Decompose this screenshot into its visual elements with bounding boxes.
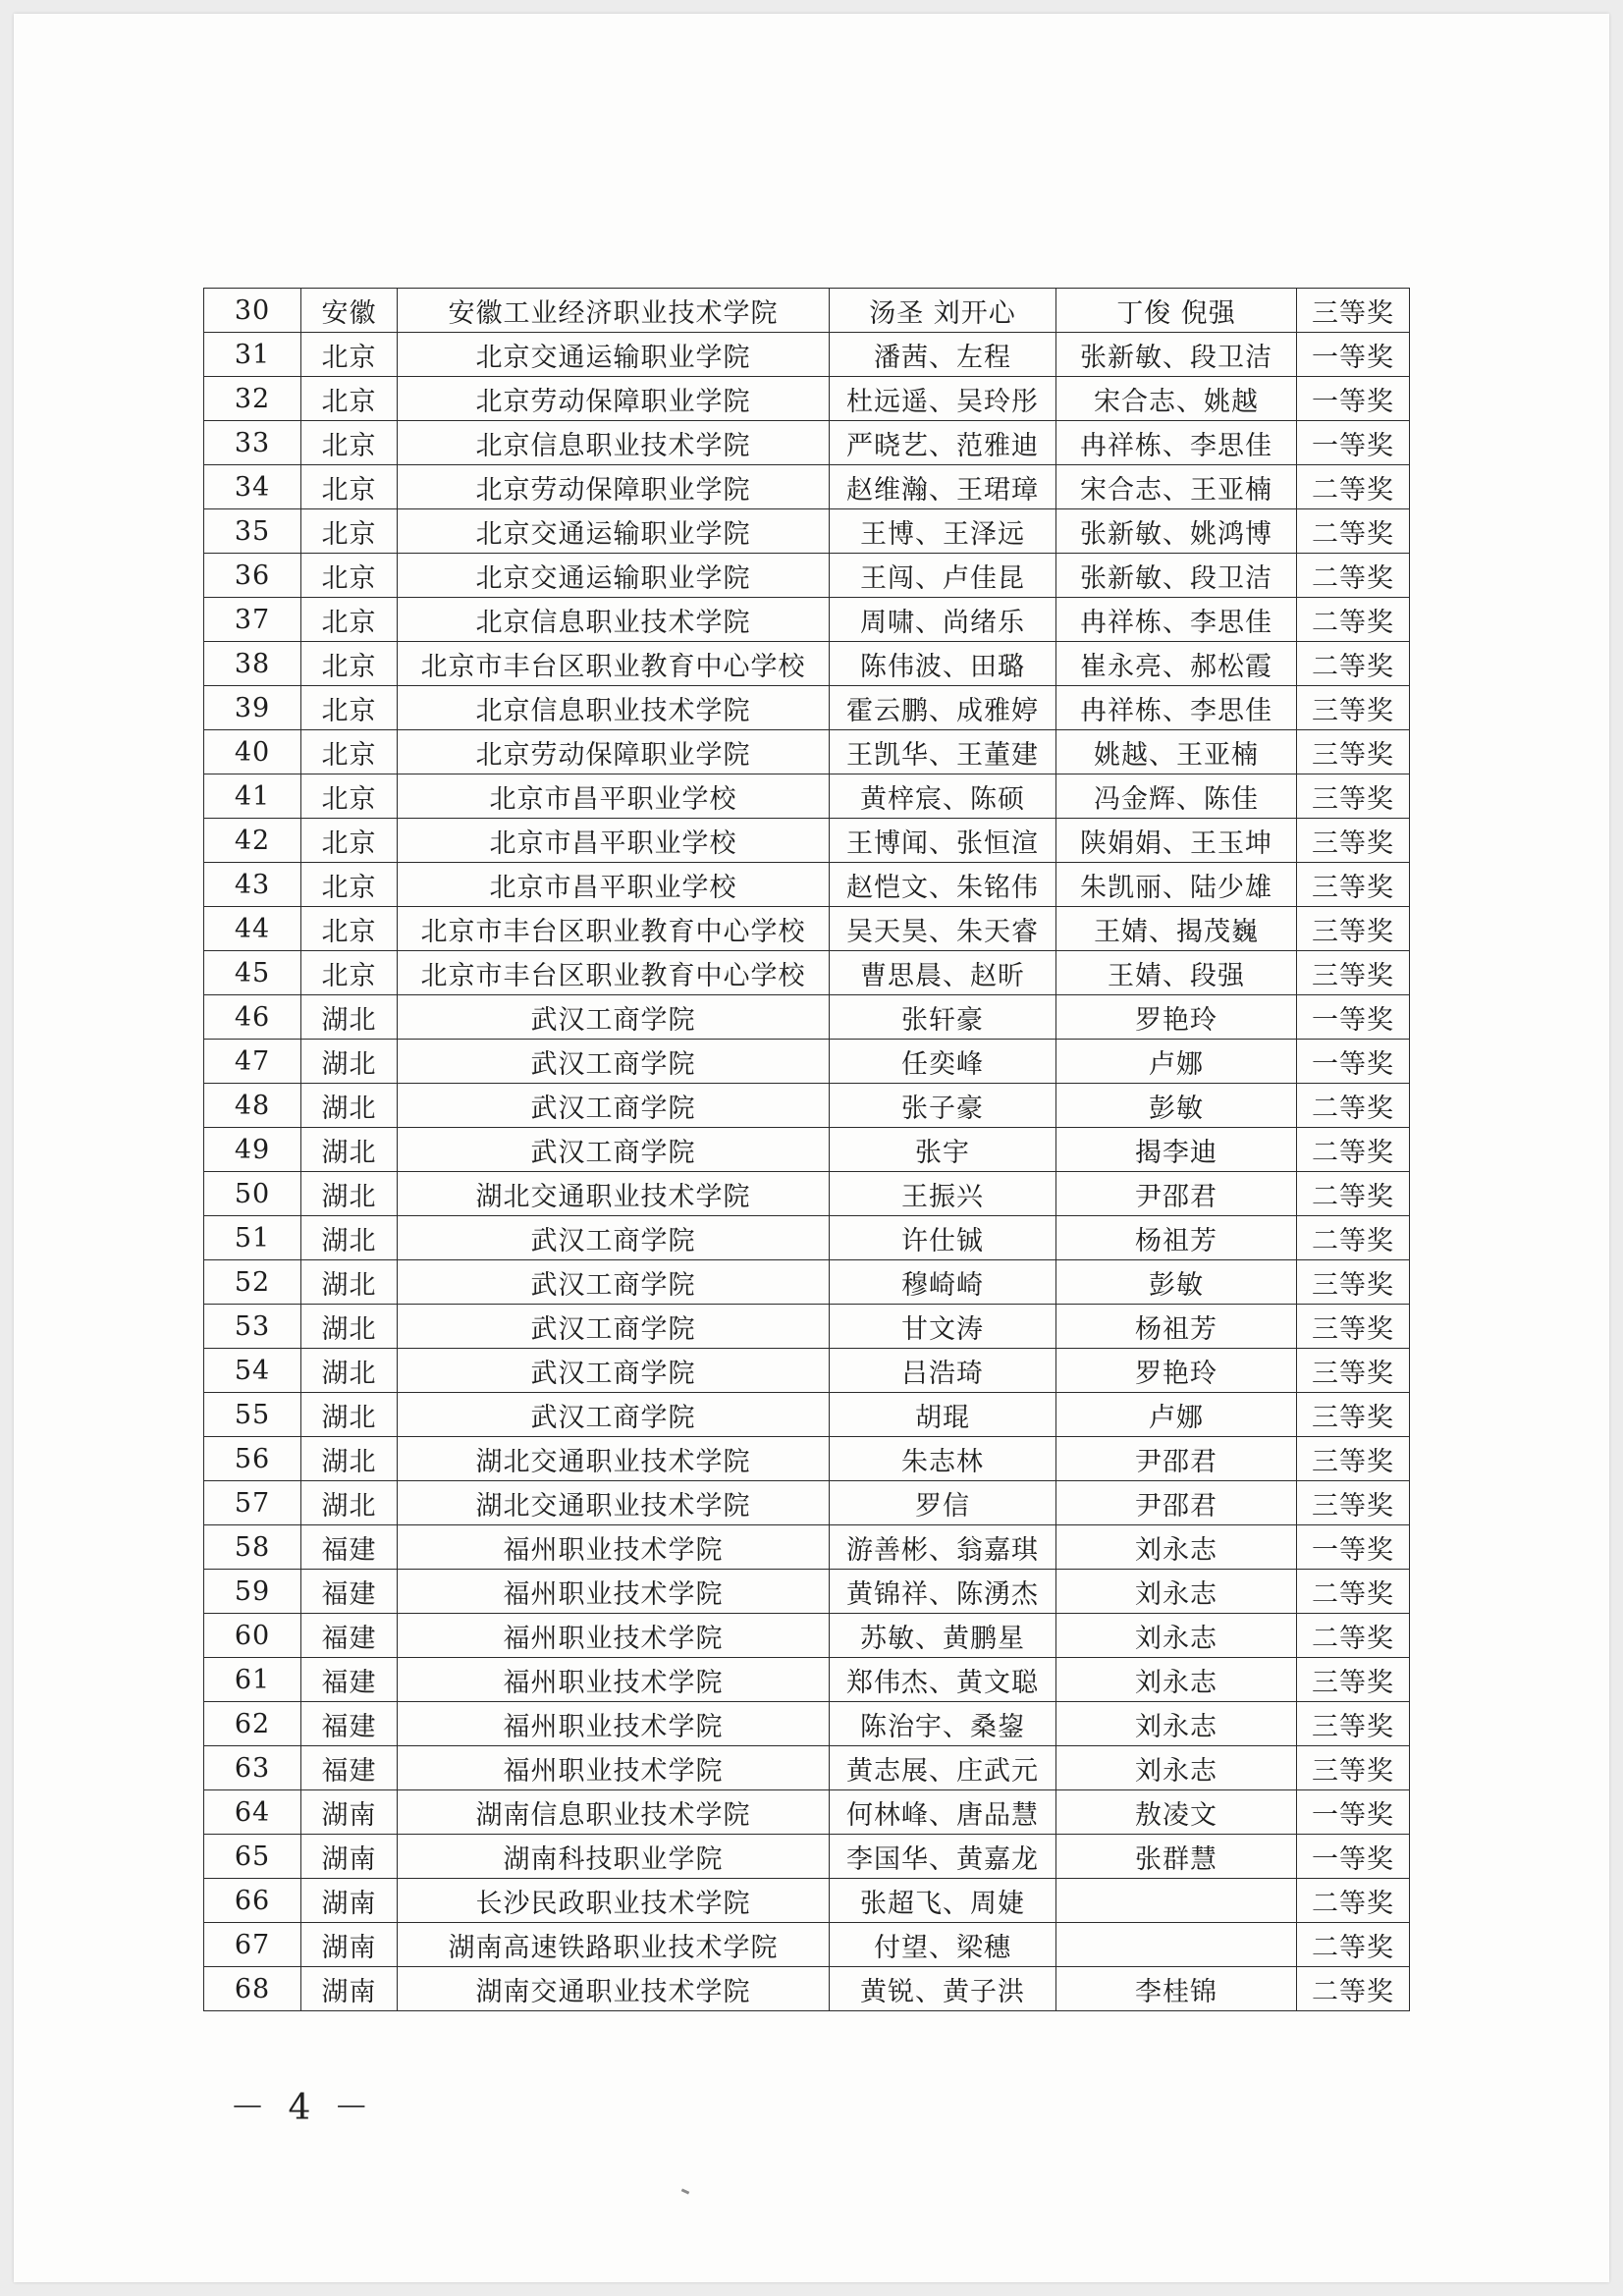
cell-advisors: 彭敏 bbox=[1056, 1084, 1297, 1128]
cell-advisors: 丁俊 倪强 bbox=[1056, 289, 1297, 333]
cell-advisors: 卢娜 bbox=[1056, 1393, 1297, 1437]
cell-province: 福建 bbox=[301, 1614, 398, 1658]
cell-province: 北京 bbox=[301, 819, 398, 863]
cell-no: 66 bbox=[204, 1879, 301, 1923]
table-row bbox=[204, 554, 1410, 598]
cell-award: 三等奖 bbox=[1297, 863, 1410, 907]
cell-no: 44 bbox=[204, 907, 301, 951]
cell-province: 湖南 bbox=[301, 1967, 398, 2011]
cell-province: 北京 bbox=[301, 951, 398, 995]
cell-province: 湖北 bbox=[301, 1040, 398, 1084]
table-row bbox=[204, 1879, 1410, 1923]
cell-no: 63 bbox=[204, 1746, 301, 1790]
cell-school: 福州职业技术学院 bbox=[398, 1525, 830, 1570]
cell-award: 二等奖 bbox=[1297, 1216, 1410, 1260]
cell-students: 赵恺文、朱铭伟 bbox=[830, 863, 1056, 907]
cell-advisors: 崔永亮、郝松霞 bbox=[1056, 642, 1297, 686]
cell-school: 武汉工商学院 bbox=[398, 1260, 830, 1305]
cell-school: 湖北交通职业技术学院 bbox=[398, 1437, 830, 1481]
cell-students: 吴天昊、朱天睿 bbox=[830, 907, 1056, 951]
cell-school: 武汉工商学院 bbox=[398, 1216, 830, 1260]
cell-award: 三等奖 bbox=[1297, 1260, 1410, 1305]
table-row bbox=[204, 642, 1410, 686]
cell-students: 张子豪 bbox=[830, 1084, 1056, 1128]
cell-school: 福州职业技术学院 bbox=[398, 1570, 830, 1614]
cell-advisors: 彭敏 bbox=[1056, 1260, 1297, 1305]
cell-no: 31 bbox=[204, 333, 301, 377]
cell-province: 湖北 bbox=[301, 1305, 398, 1349]
cell-province: 北京 bbox=[301, 686, 398, 730]
cell-award: 二等奖 bbox=[1297, 598, 1410, 642]
cell-advisors: 刘永志 bbox=[1056, 1525, 1297, 1570]
table-row bbox=[204, 1172, 1410, 1216]
cell-school: 武汉工商学院 bbox=[398, 1393, 830, 1437]
cell-no: 46 bbox=[204, 995, 301, 1040]
cell-award: 三等奖 bbox=[1297, 1658, 1410, 1702]
cell-advisors: 朱凯丽、陆少雄 bbox=[1056, 863, 1297, 907]
cell-province: 福建 bbox=[301, 1746, 398, 1790]
cell-award: 二等奖 bbox=[1297, 1923, 1410, 1967]
cell-no: 38 bbox=[204, 642, 301, 686]
page-number: － 4 － bbox=[230, 2088, 375, 2128]
cell-school: 湖北交通职业技术学院 bbox=[398, 1481, 830, 1525]
table-row bbox=[204, 598, 1410, 642]
cell-students: 甘文涛 bbox=[830, 1305, 1056, 1349]
table-row bbox=[204, 1349, 1410, 1393]
cell-no: 56 bbox=[204, 1437, 301, 1481]
table-row bbox=[204, 465, 1410, 509]
cell-no: 36 bbox=[204, 554, 301, 598]
cell-no: 33 bbox=[204, 421, 301, 465]
cell-students: 李国华、黄嘉龙 bbox=[830, 1835, 1056, 1879]
cell-students: 郑伟杰、黄文聪 bbox=[830, 1658, 1056, 1702]
cell-no: 49 bbox=[204, 1128, 301, 1172]
cell-advisors: 杨祖芳 bbox=[1056, 1216, 1297, 1260]
cell-school: 福州职业技术学院 bbox=[398, 1614, 830, 1658]
cell-advisors: 姚越、王亚楠 bbox=[1056, 730, 1297, 774]
cell-school: 湖南高速铁路职业技术学院 bbox=[398, 1923, 830, 1967]
cell-advisors: 王婧、段强 bbox=[1056, 951, 1297, 995]
cell-province: 湖北 bbox=[301, 1349, 398, 1393]
cell-advisors: 刘永志 bbox=[1056, 1746, 1297, 1790]
cell-students: 杜远遥、吴玲彤 bbox=[830, 377, 1056, 421]
table-row bbox=[204, 1967, 1410, 2011]
awards-table bbox=[203, 288, 1410, 2011]
cell-school: 安徽工业经济职业技术学院 bbox=[398, 289, 830, 333]
cell-school: 北京信息职业技术学院 bbox=[398, 686, 830, 730]
cell-students: 穆崎崎 bbox=[830, 1260, 1056, 1305]
cell-award: 一等奖 bbox=[1297, 377, 1410, 421]
cell-students: 周啸、尚绪乐 bbox=[830, 598, 1056, 642]
cell-students: 张宇 bbox=[830, 1128, 1056, 1172]
cell-school: 武汉工商学院 bbox=[398, 1040, 830, 1084]
cell-school: 福州职业技术学院 bbox=[398, 1658, 830, 1702]
cell-students: 游善彬、翁嘉琪 bbox=[830, 1525, 1056, 1570]
cell-award: 三等奖 bbox=[1297, 1305, 1410, 1349]
cell-advisors: 张新敏、段卫洁 bbox=[1056, 554, 1297, 598]
cell-advisors: 刘永志 bbox=[1056, 1658, 1297, 1702]
cell-province: 北京 bbox=[301, 642, 398, 686]
cell-award: 一等奖 bbox=[1297, 1790, 1410, 1835]
cell-province: 湖北 bbox=[301, 1393, 398, 1437]
cell-award: 三等奖 bbox=[1297, 907, 1410, 951]
table-row bbox=[204, 1525, 1410, 1570]
table-row bbox=[204, 377, 1410, 421]
table-row bbox=[204, 1216, 1410, 1260]
cell-students: 黄志展、庄武元 bbox=[830, 1746, 1056, 1790]
cell-students: 王博、王泽远 bbox=[830, 509, 1056, 554]
cell-award: 二等奖 bbox=[1297, 509, 1410, 554]
table-row bbox=[204, 1658, 1410, 1702]
cell-school: 武汉工商学院 bbox=[398, 995, 830, 1040]
cell-no: 59 bbox=[204, 1570, 301, 1614]
cell-advisors: 罗艳玲 bbox=[1056, 995, 1297, 1040]
cell-students: 付望、梁穗 bbox=[830, 1923, 1056, 1967]
cell-award: 二等奖 bbox=[1297, 1084, 1410, 1128]
cell-advisors: 冯金辉、陈佳 bbox=[1056, 774, 1297, 819]
cell-students: 霍云鹏、成雅婷 bbox=[830, 686, 1056, 730]
cell-school: 湖南交通职业技术学院 bbox=[398, 1967, 830, 2011]
cell-students: 王凯华、王董建 bbox=[830, 730, 1056, 774]
cell-students: 张轩豪 bbox=[830, 995, 1056, 1040]
cell-advisors: 陕娟娟、王玉坤 bbox=[1056, 819, 1297, 863]
cell-advisors: 刘永志 bbox=[1056, 1702, 1297, 1746]
cell-school: 武汉工商学院 bbox=[398, 1349, 830, 1393]
table-row bbox=[204, 1570, 1410, 1614]
cell-award: 二等奖 bbox=[1297, 1570, 1410, 1614]
cell-no: 48 bbox=[204, 1084, 301, 1128]
cell-school: 北京市昌平职业学校 bbox=[398, 819, 830, 863]
cell-province: 北京 bbox=[301, 465, 398, 509]
cell-award: 一等奖 bbox=[1297, 421, 1410, 465]
cell-province: 湖南 bbox=[301, 1790, 398, 1835]
cell-award: 三等奖 bbox=[1297, 1481, 1410, 1525]
table-row bbox=[204, 1437, 1410, 1481]
cell-advisors: 冉祥栋、李思佳 bbox=[1056, 598, 1297, 642]
cell-province: 福建 bbox=[301, 1525, 398, 1570]
cell-no: 47 bbox=[204, 1040, 301, 1084]
cell-award: 二等奖 bbox=[1297, 465, 1410, 509]
cell-school: 北京交通运输职业学院 bbox=[398, 554, 830, 598]
cell-school: 湖南科技职业学院 bbox=[398, 1835, 830, 1879]
cell-school: 北京劳动保障职业学院 bbox=[398, 730, 830, 774]
cell-school: 北京信息职业技术学院 bbox=[398, 598, 830, 642]
cell-advisors: 刘永志 bbox=[1056, 1614, 1297, 1658]
cell-students: 何林峰、唐品慧 bbox=[830, 1790, 1056, 1835]
cell-advisors: 杨祖芳 bbox=[1056, 1305, 1297, 1349]
cell-advisors: 宋合志、姚越 bbox=[1056, 377, 1297, 421]
cell-award: 三等奖 bbox=[1297, 819, 1410, 863]
cell-school: 福州职业技术学院 bbox=[398, 1702, 830, 1746]
cell-award: 三等奖 bbox=[1297, 1349, 1410, 1393]
cell-award: 一等奖 bbox=[1297, 1835, 1410, 1879]
cell-no: 58 bbox=[204, 1525, 301, 1570]
cell-students: 许仕铖 bbox=[830, 1216, 1056, 1260]
cell-students: 王闯、卢佳昆 bbox=[830, 554, 1056, 598]
cell-advisors: 张新敏、段卫洁 bbox=[1056, 333, 1297, 377]
cell-advisors: 张群慧 bbox=[1056, 1835, 1297, 1879]
cell-province: 湖北 bbox=[301, 1084, 398, 1128]
cell-no: 68 bbox=[204, 1967, 301, 2011]
cell-province: 北京 bbox=[301, 421, 398, 465]
cell-province: 北京 bbox=[301, 907, 398, 951]
table-row bbox=[204, 333, 1410, 377]
cell-school: 长沙民政职业技术学院 bbox=[398, 1879, 830, 1923]
cell-no: 51 bbox=[204, 1216, 301, 1260]
cell-no: 55 bbox=[204, 1393, 301, 1437]
cell-province: 湖北 bbox=[301, 1260, 398, 1305]
table-row bbox=[204, 509, 1410, 554]
cell-no: 50 bbox=[204, 1172, 301, 1216]
cell-school: 北京市丰台区职业教育中心学校 bbox=[398, 642, 830, 686]
cell-province: 福建 bbox=[301, 1702, 398, 1746]
cell-advisors: 尹邵君 bbox=[1056, 1481, 1297, 1525]
cell-school: 北京交通运输职业学院 bbox=[398, 509, 830, 554]
cell-province: 北京 bbox=[301, 377, 398, 421]
cell-no: 65 bbox=[204, 1835, 301, 1879]
cell-province: 北京 bbox=[301, 509, 398, 554]
cell-no: 41 bbox=[204, 774, 301, 819]
cell-advisors: 刘永志 bbox=[1056, 1570, 1297, 1614]
cell-students: 陈伟波、田璐 bbox=[830, 642, 1056, 686]
cell-no: 54 bbox=[204, 1349, 301, 1393]
cell-province: 湖南 bbox=[301, 1835, 398, 1879]
scan-speck bbox=[681, 2188, 690, 2194]
cell-school: 湖北交通职业技术学院 bbox=[398, 1172, 830, 1216]
table-row bbox=[204, 1702, 1410, 1746]
cell-students: 汤圣 刘开心 bbox=[830, 289, 1056, 333]
cell-no: 40 bbox=[204, 730, 301, 774]
table-row bbox=[204, 1790, 1410, 1835]
cell-students: 黄锐、黄子洪 bbox=[830, 1967, 1056, 2011]
cell-students: 黄锦祥、陈湧杰 bbox=[830, 1570, 1056, 1614]
cell-no: 32 bbox=[204, 377, 301, 421]
cell-advisors: 卢娜 bbox=[1056, 1040, 1297, 1084]
table-row bbox=[204, 863, 1410, 907]
cell-students: 王博闻、张恒渲 bbox=[830, 819, 1056, 863]
cell-award: 三等奖 bbox=[1297, 686, 1410, 730]
cell-province: 湖南 bbox=[301, 1923, 398, 1967]
table-row bbox=[204, 995, 1410, 1040]
cell-award: 二等奖 bbox=[1297, 554, 1410, 598]
cell-award: 三等奖 bbox=[1297, 1702, 1410, 1746]
cell-no: 42 bbox=[204, 819, 301, 863]
table-row bbox=[204, 1923, 1410, 1967]
cell-province: 北京 bbox=[301, 730, 398, 774]
cell-advisors: 李桂锦 bbox=[1056, 1967, 1297, 2011]
cell-award: 三等奖 bbox=[1297, 1746, 1410, 1790]
cell-award: 二等奖 bbox=[1297, 1967, 1410, 2011]
cell-province: 北京 bbox=[301, 598, 398, 642]
cell-students: 严晓艺、范雅迪 bbox=[830, 421, 1056, 465]
cell-school: 福州职业技术学院 bbox=[398, 1746, 830, 1790]
cell-award: 二等奖 bbox=[1297, 1614, 1410, 1658]
cell-advisors: 尹邵君 bbox=[1056, 1172, 1297, 1216]
cell-province: 北京 bbox=[301, 554, 398, 598]
cell-no: 34 bbox=[204, 465, 301, 509]
cell-award: 三等奖 bbox=[1297, 774, 1410, 819]
awards-table-body bbox=[204, 289, 1410, 2011]
table-row bbox=[204, 774, 1410, 819]
table-row bbox=[204, 1040, 1410, 1084]
cell-students: 罗信 bbox=[830, 1481, 1056, 1525]
cell-award: 三等奖 bbox=[1297, 730, 1410, 774]
cell-award: 三等奖 bbox=[1297, 1437, 1410, 1481]
cell-advisors: 揭李迪 bbox=[1056, 1128, 1297, 1172]
cell-advisors bbox=[1056, 1879, 1297, 1923]
cell-province: 福建 bbox=[301, 1658, 398, 1702]
cell-no: 39 bbox=[204, 686, 301, 730]
table-row bbox=[204, 1305, 1410, 1349]
table-row bbox=[204, 1393, 1410, 1437]
cell-advisors: 宋合志、王亚楠 bbox=[1056, 465, 1297, 509]
table-row bbox=[204, 1835, 1410, 1879]
cell-students: 胡琨 bbox=[830, 1393, 1056, 1437]
table-row bbox=[204, 730, 1410, 774]
cell-school: 武汉工商学院 bbox=[398, 1305, 830, 1349]
table-row bbox=[204, 421, 1410, 465]
cell-award: 二等奖 bbox=[1297, 1128, 1410, 1172]
table-row bbox=[204, 1084, 1410, 1128]
cell-advisors: 冉祥栋、李思佳 bbox=[1056, 421, 1297, 465]
cell-award: 三等奖 bbox=[1297, 951, 1410, 995]
cell-province: 湖北 bbox=[301, 995, 398, 1040]
table-row bbox=[204, 1746, 1410, 1790]
cell-no: 52 bbox=[204, 1260, 301, 1305]
cell-no: 62 bbox=[204, 1702, 301, 1746]
table-row bbox=[204, 1481, 1410, 1525]
cell-students: 张超飞、周婕 bbox=[830, 1879, 1056, 1923]
cell-advisors: 王婧、揭茂巍 bbox=[1056, 907, 1297, 951]
cell-no: 57 bbox=[204, 1481, 301, 1525]
cell-advisors bbox=[1056, 1923, 1297, 1967]
cell-award: 三等奖 bbox=[1297, 1393, 1410, 1437]
cell-no: 67 bbox=[204, 1923, 301, 1967]
cell-award: 一等奖 bbox=[1297, 1525, 1410, 1570]
cell-award: 二等奖 bbox=[1297, 642, 1410, 686]
cell-school: 北京交通运输职业学院 bbox=[398, 333, 830, 377]
cell-students: 王振兴 bbox=[830, 1172, 1056, 1216]
cell-students: 任奕峰 bbox=[830, 1040, 1056, 1084]
cell-advisors: 罗艳玲 bbox=[1056, 1349, 1297, 1393]
cell-province: 北京 bbox=[301, 774, 398, 819]
table-row bbox=[204, 686, 1410, 730]
cell-award: 一等奖 bbox=[1297, 1040, 1410, 1084]
cell-school: 武汉工商学院 bbox=[398, 1084, 830, 1128]
cell-advisors: 尹邵君 bbox=[1056, 1437, 1297, 1481]
cell-award: 一等奖 bbox=[1297, 995, 1410, 1040]
cell-province: 北京 bbox=[301, 863, 398, 907]
cell-advisors: 敖凌文 bbox=[1056, 1790, 1297, 1835]
table-row bbox=[204, 819, 1410, 863]
cell-no: 37 bbox=[204, 598, 301, 642]
cell-province: 湖南 bbox=[301, 1879, 398, 1923]
table-row bbox=[204, 907, 1410, 951]
cell-province: 湖北 bbox=[301, 1437, 398, 1481]
cell-students: 陈治宇、桑鋆 bbox=[830, 1702, 1056, 1746]
table-row bbox=[204, 1614, 1410, 1658]
cell-students: 苏敏、黄鹏星 bbox=[830, 1614, 1056, 1658]
cell-province: 北京 bbox=[301, 333, 398, 377]
cell-no: 30 bbox=[204, 289, 301, 333]
cell-no: 43 bbox=[204, 863, 301, 907]
cell-school: 北京劳动保障职业学院 bbox=[398, 377, 830, 421]
cell-school: 北京市昌平职业学校 bbox=[398, 863, 830, 907]
cell-advisors: 张新敏、姚鸿博 bbox=[1056, 509, 1297, 554]
cell-school: 北京市昌平职业学校 bbox=[398, 774, 830, 819]
cell-school: 北京劳动保障职业学院 bbox=[398, 465, 830, 509]
table-row bbox=[204, 1260, 1410, 1305]
cell-province: 湖北 bbox=[301, 1216, 398, 1260]
cell-students: 黄梓宸、陈硕 bbox=[830, 774, 1056, 819]
cell-advisors: 冉祥栋、李思佳 bbox=[1056, 686, 1297, 730]
cell-province: 湖北 bbox=[301, 1481, 398, 1525]
table-row bbox=[204, 289, 1410, 333]
cell-award: 三等奖 bbox=[1297, 289, 1410, 333]
cell-award: 二等奖 bbox=[1297, 1879, 1410, 1923]
cell-award: 二等奖 bbox=[1297, 1172, 1410, 1216]
cell-province: 安徽 bbox=[301, 289, 398, 333]
cell-students: 曹思晨、赵昕 bbox=[830, 951, 1056, 995]
cell-students: 潘茜、左程 bbox=[830, 333, 1056, 377]
cell-no: 53 bbox=[204, 1305, 301, 1349]
cell-students: 赵维瀚、王珺璋 bbox=[830, 465, 1056, 509]
table-row bbox=[204, 1128, 1410, 1172]
cell-no: 35 bbox=[204, 509, 301, 554]
cell-province: 湖北 bbox=[301, 1128, 398, 1172]
cell-students: 吕浩琦 bbox=[830, 1349, 1056, 1393]
cell-province: 福建 bbox=[301, 1570, 398, 1614]
cell-no: 60 bbox=[204, 1614, 301, 1658]
cell-school: 湖南信息职业技术学院 bbox=[398, 1790, 830, 1835]
cell-school: 北京市丰台区职业教育中心学校 bbox=[398, 951, 830, 995]
table-row bbox=[204, 951, 1410, 995]
cell-no: 64 bbox=[204, 1790, 301, 1835]
cell-school: 北京市丰台区职业教育中心学校 bbox=[398, 907, 830, 951]
document-page bbox=[14, 14, 1609, 2282]
cell-no: 61 bbox=[204, 1658, 301, 1702]
cell-no: 45 bbox=[204, 951, 301, 995]
cell-students: 朱志林 bbox=[830, 1437, 1056, 1481]
cell-award: 一等奖 bbox=[1297, 333, 1410, 377]
cell-province: 湖北 bbox=[301, 1172, 398, 1216]
cell-school: 武汉工商学院 bbox=[398, 1128, 830, 1172]
cell-school: 北京信息职业技术学院 bbox=[398, 421, 830, 465]
